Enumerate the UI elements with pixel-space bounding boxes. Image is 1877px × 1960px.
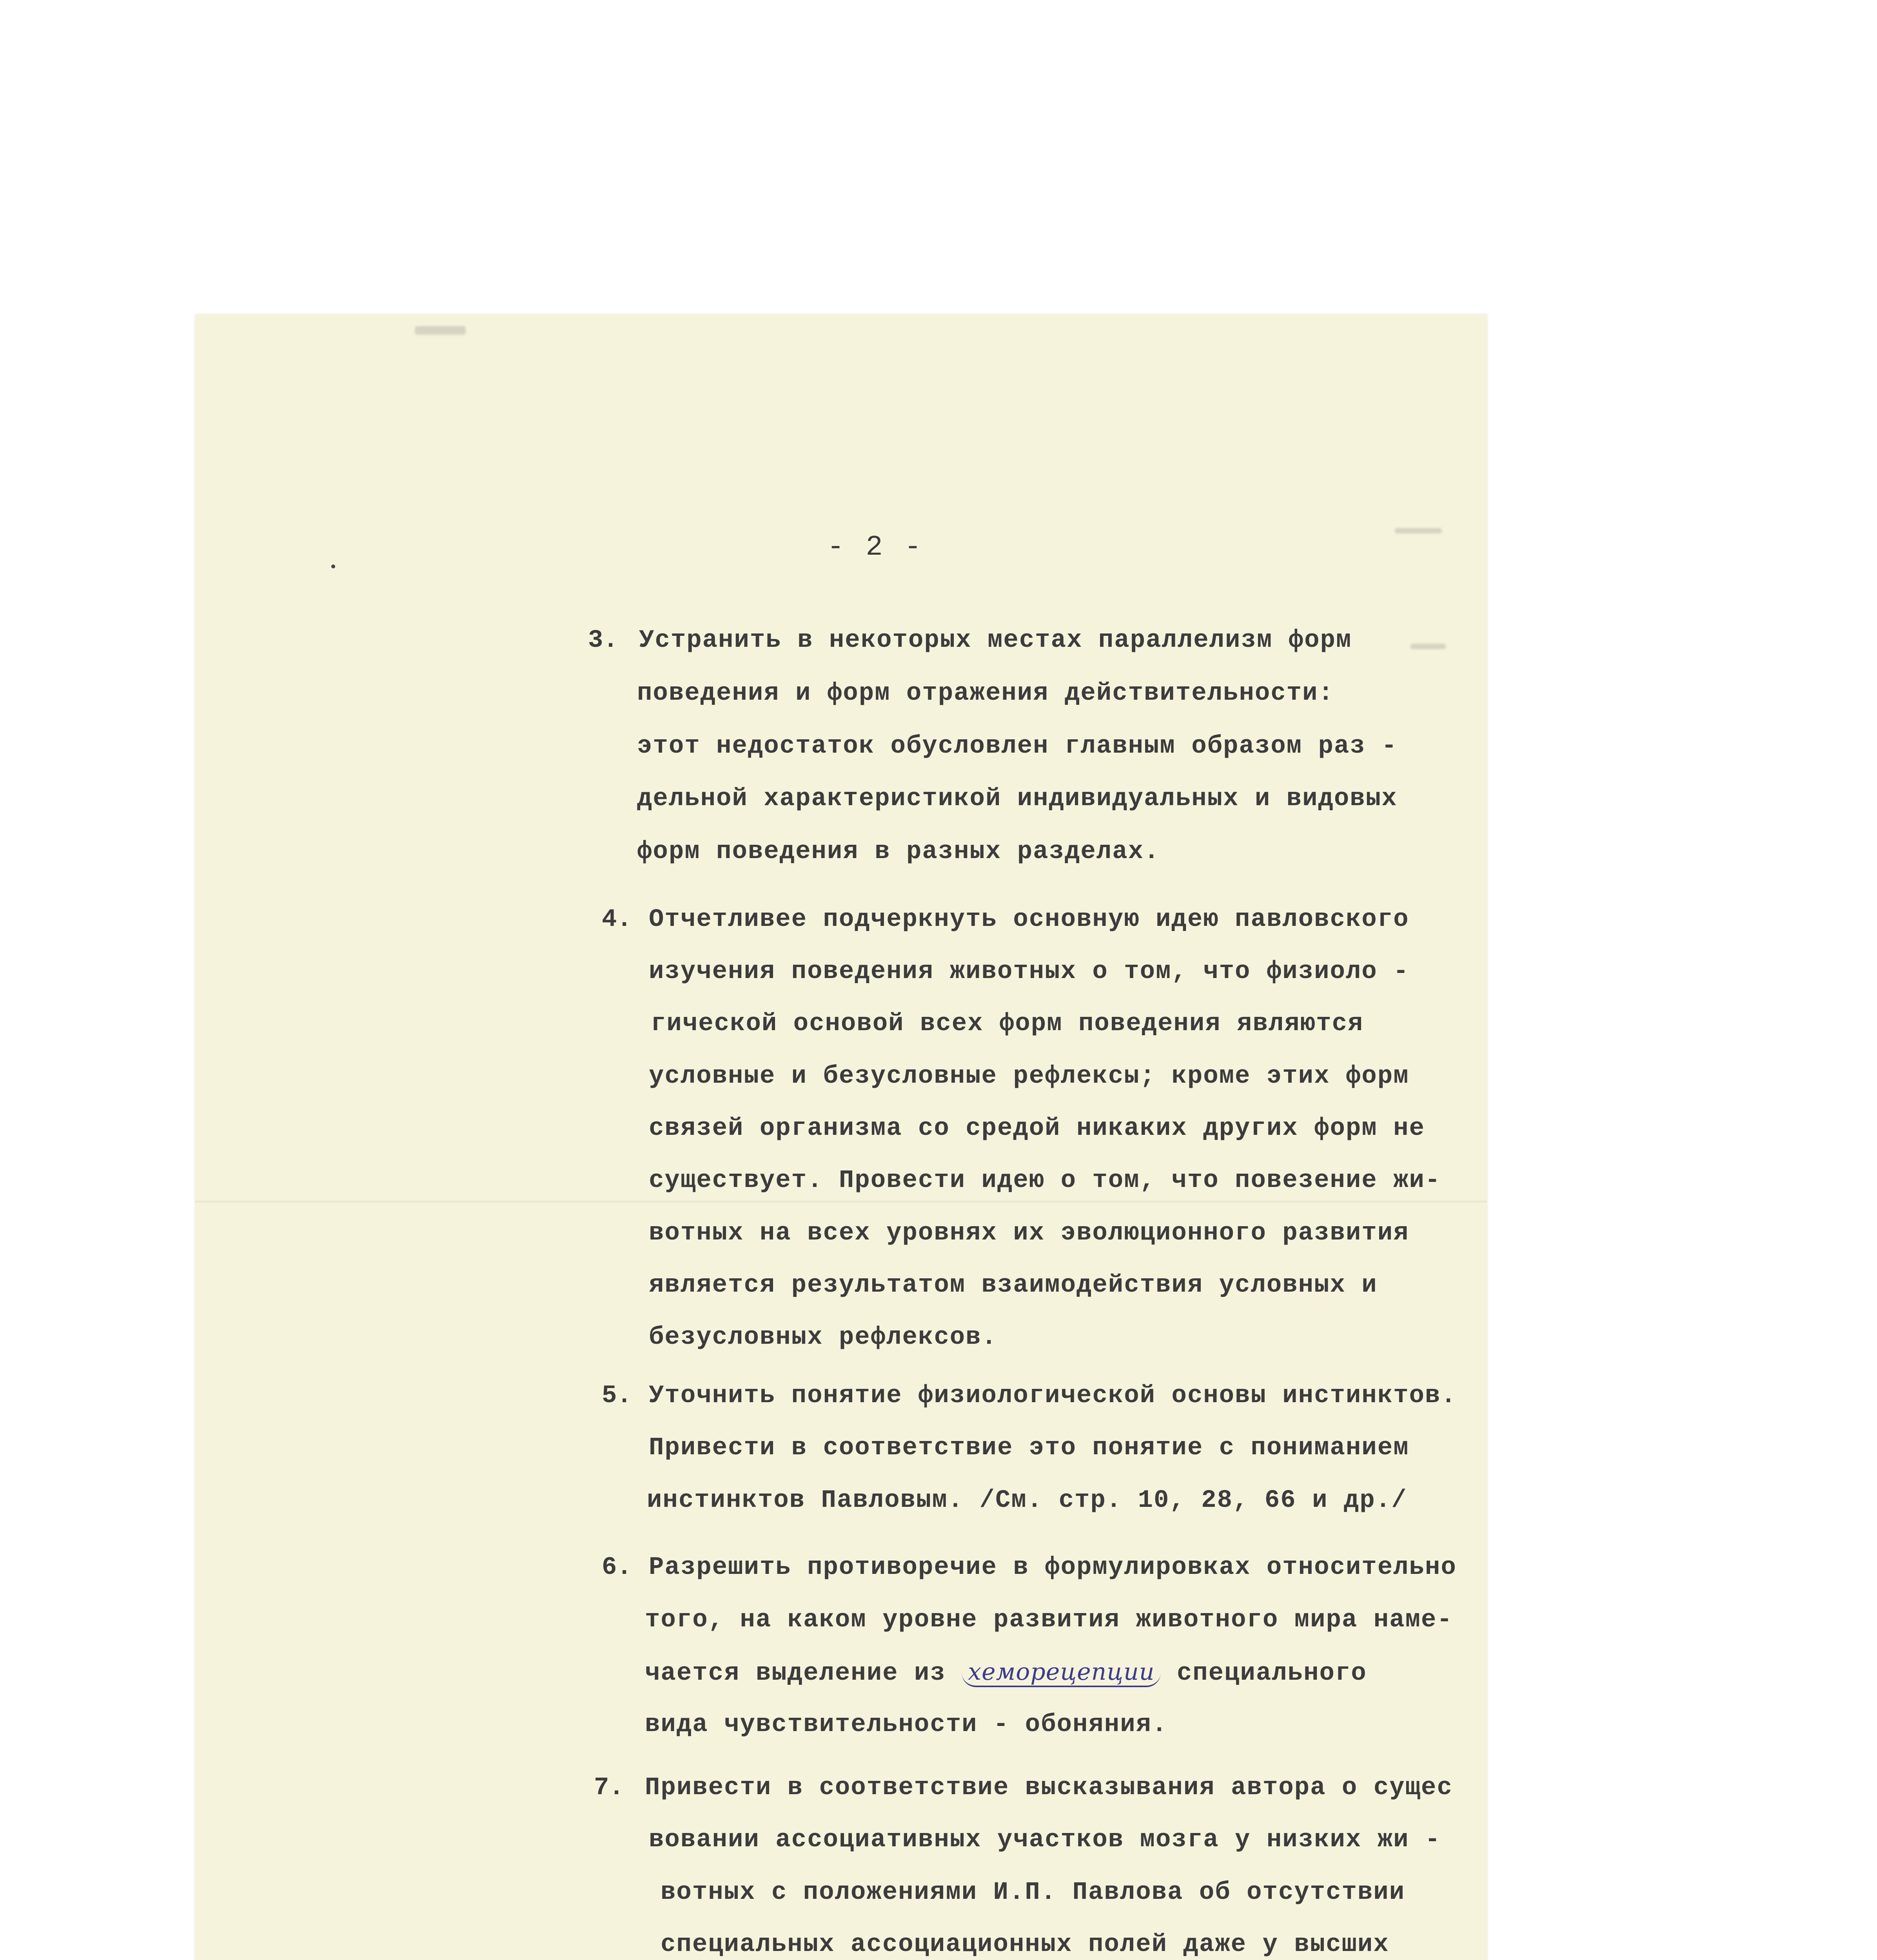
item-line: Разрешить противоречие в формулировках относительно: [649, 1553, 1457, 1582]
item-line: вовании ассоциативных участков мозга у низких жи -: [649, 1826, 1441, 1854]
item-line-text: чается выделение из: [645, 1659, 946, 1688]
item-line: вида чувствительности - обоняния.: [645, 1711, 1168, 1739]
item-line-tail: специального: [1176, 1659, 1367, 1688]
item-number: 6.: [602, 1553, 632, 1582]
handwritten-insert: хеморецепции: [962, 1658, 1161, 1687]
item-line: того, на каком уровне развития животного мира наме-: [645, 1606, 1453, 1634]
ink-dot: [331, 564, 335, 568]
item-line: условные и безусловные рефлексы; кроме этих форм: [649, 1062, 1409, 1091]
item-line: Привести в соответствие высказывания автора о сущес: [645, 1774, 1453, 1802]
item-line: гической основой всех форм поведения являются: [651, 1010, 1364, 1038]
item-number: 4.: [602, 906, 632, 934]
ink-smudge: [415, 326, 466, 335]
item-line: дельной характеристикой индивидуальных и видовых: [637, 785, 1398, 813]
item-number: 7.: [594, 1774, 624, 1802]
paper-fold: [195, 1200, 1487, 1203]
page-number: - 2 -: [827, 531, 924, 563]
item-line: связей организма со средой никаких других форм не: [649, 1114, 1425, 1143]
item-line: является результатом взаимодействия условных и: [649, 1271, 1378, 1299]
item-line: существует. Провести идею о том, что повезение жи-: [649, 1167, 1441, 1195]
item-line: изучения поведения животных о том, что физиоло -: [649, 958, 1409, 986]
item-line: Уточнить понятие физиологической основы инстинктов.: [649, 1382, 1457, 1410]
item-line: Привести в соответствие это понятие с пониманием: [649, 1434, 1409, 1462]
item-line: этот недостаток обусловлен главным образом раз -: [637, 732, 1398, 760]
item-line: форм поведения в разных разделах.: [637, 838, 1160, 866]
item-line: [645, 1658, 1367, 1688]
item-number: 3.: [588, 626, 618, 655]
ink-smudge: [1410, 644, 1446, 649]
item-line: вотных на всех уровнях их эволюционного развития: [649, 1219, 1409, 1247]
item-line: инстинктов Павловым. /См. стр. 10, 28, 66 и др./: [647, 1486, 1407, 1515]
item-number: 5.: [602, 1382, 632, 1410]
item-line: Устранить в некоторых местах параллелизм форм: [639, 626, 1352, 655]
ink-smudge: [1395, 528, 1442, 534]
item-line: безусловных рефлексов.: [649, 1323, 997, 1352]
item-line: Отчетливее подчеркнуть основную идею павловского: [649, 906, 1409, 934]
item-line: вотных с положениями И.П. Павлова об отсутствии: [661, 1878, 1405, 1907]
item-line: специальных ассоциационных полей даже у высших: [661, 1931, 1389, 1959]
item-line: поведения и форм отражения действительности:: [637, 679, 1334, 708]
